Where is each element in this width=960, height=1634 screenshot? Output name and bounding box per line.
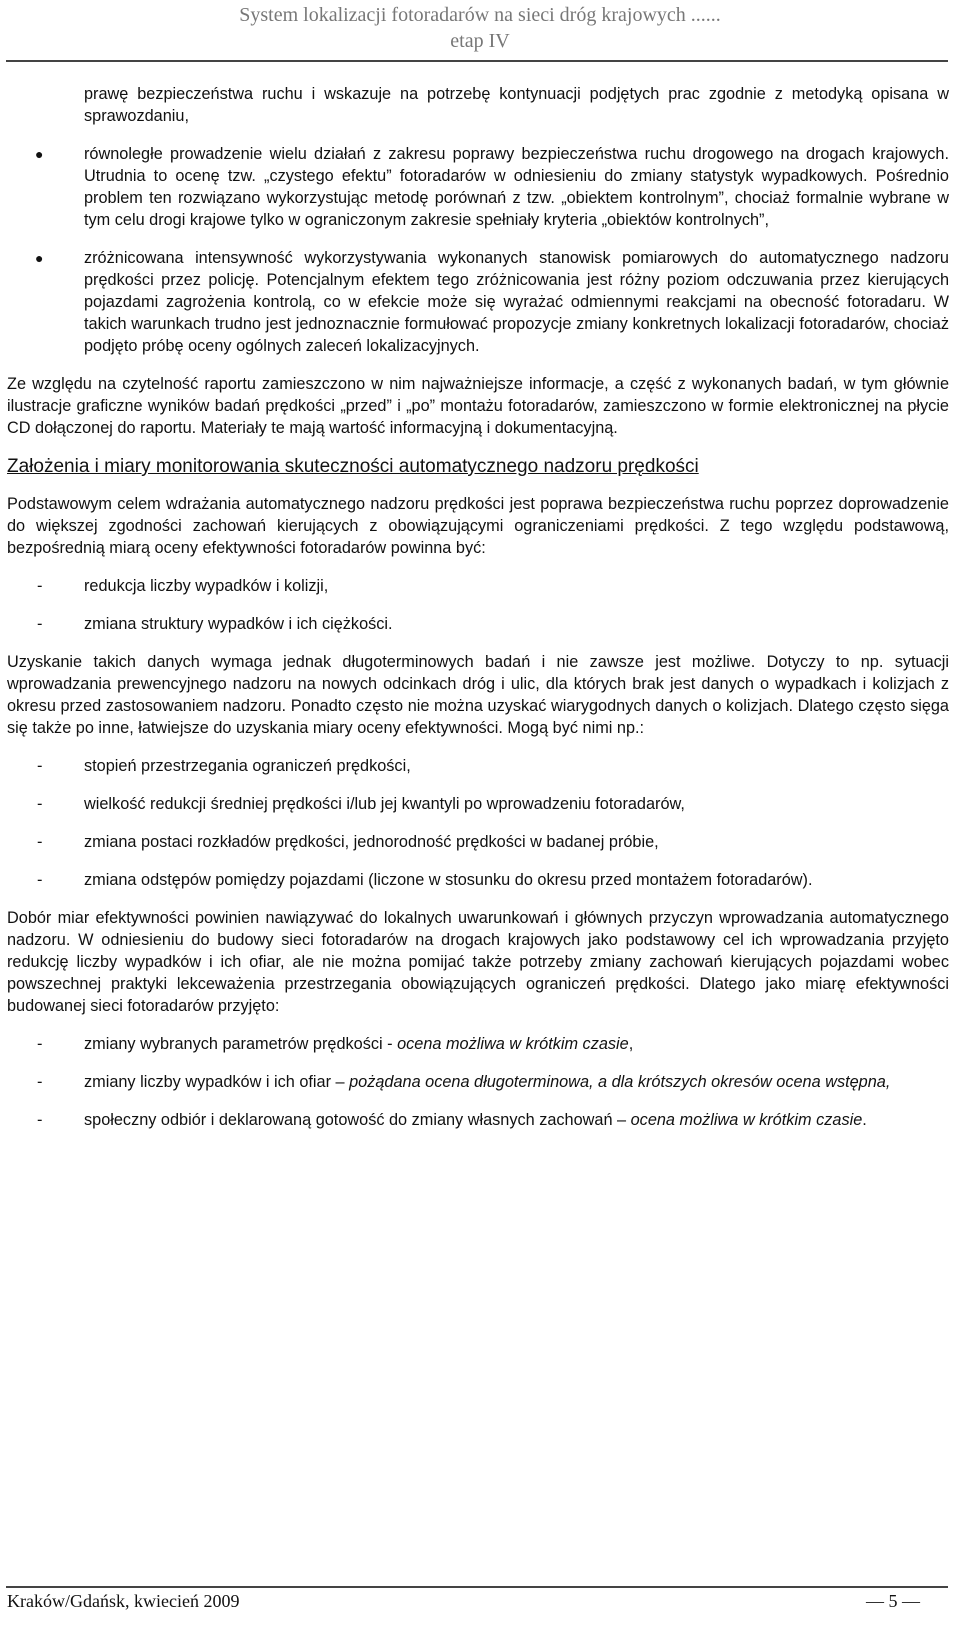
paragraph: Uzyskanie takich danych wymaga jednak długoterminowych badań i nie zawsze jest możliwe. Dotyczy to np. sytuacji wprowadzania prewencyjnego nadzoru na nowych odcinkach dróg i ulic, dla których brak jest danych o wypadkach i kolizjach z okresu przed zastosowaniem nadzoru. Ponadto często nie można uzyskać wiarygodnych danych o kolizjach. Dlatego często sięga się także po inne, łatwiejsze do uzyskania miary oceny efektywności. Mogą być nimi np.: [7,653,949,737]
dash-italic-text: pożądana ocena długoterminowa, a dla krótszych okresów ocena wstępna, [349,1073,891,1091]
dash-item [7,831,949,853]
bullet-text: równoległe prowadzenie wielu działań z zakresu poprawy bezpieczeństwa ruchu drogowego na drogach krajowych. Utrudnia to ocenę tzw. „czystego efektu” fotoradarów w odniesieniu do zmiany statystyk wypadkowych. Pośrednio problem ten rozwiązano wykorzystując metodę porównań z tzw. „obiektem kontrolnym”, chociaż formalnie wybrane w tym celu drogi krajowe tylko w ograniczonym zakresie spełniały kryteria „obiektów kontrolnych”, [84,145,949,229]
dash-text: zmiana postaci rozkładów prędkości, jednorodność prędkości w badanej próbie, [84,833,659,851]
header-rule [6,60,948,62]
dash-item [7,793,949,815]
paragraph: Dobór miar efektywności powinien nawiązywać do lokalnych uwarunkowań i głównych przyczyn wprowadzania automatycznego nadzoru. W odniesieniu do budowy sieci fotoradarów na drogach krajowych jako podstawowy cel ich wprowadzania przyjęto redukcję liczby wypadków i ich ofiar, ale nie można pomijać także potrzeby zmiany zachowań kierujących pojazdami wobec powszechnej praktyki lekceważenia przestrzegania obowiązujących ograniczeń prędkości. Dlatego jako miarę efektywności budowanej sieci fotoradarów przyjęto: [7,909,949,1015]
paragraph: Podstawowym celem wdrażania automatycznego nadzoru prędkości jest poprawa bezpieczeństwa ruchu poprzez doprowadzenie do większej zgodności zachowań kierujących z obowiązującymi ograniczeniami prędkości. Z tego względu podstawową, bezpośrednią miarą oceny efektywności fotoradarów powinna być: [7,495,949,557]
bullet-item [7,143,949,231]
dash-item [7,613,949,635]
dash-text: społeczny odbiór i deklarowaną gotowość do zmiany własnych zachowań – [84,1111,631,1129]
bullet-text: zróżnicowana intensywność wykorzystywania wykonanych stanowisk pomiarowych do automatycznego nadzoru prędkości przez policję. Potencjalnym efektem tego zróżnicowania jest różny poziom odczuwania przez kierujących pojazdami zagrożenia kontrolą, co w efekcie może się wyrażać odmiennymi reakcjami na obecność fotoradaru. W takich warunkach trudno jest jednoznacznie formułować propozycje zmiany konkretnych lokalizacji fotoradarów, chociaż podjęto próbę oceny ogólnych zaleceń lokalizacyjnych. [84,249,949,355]
dash-icon: - [37,757,43,775]
paragraph: Ze względu na czytelność raportu zamieszczono w nim najważniejsze informacje, a część z wykonanych badań, w tym głównie ilustracje graficzne wyników badań prędkości „przed” i „po” montażu fotoradarów, zamieszczono w formie elektronicznej na płycie CD dołączonej do raportu. Materiały te mają wartość informacyjną i dokumentacyjną. [7,375,949,437]
page-number: — 5 — [866,1591,920,1611]
page-header [0,2,960,54]
dash-icon: - [37,1035,43,1053]
dash-icon: - [37,795,43,813]
dash-item [7,1071,949,1093]
bullet-item [7,247,949,357]
bullet-text: prawę bezpieczeństwa ruchu i wskazuje na potrzebę kontynuacji podjętych prac zgodnie z metodyką opisana w sprawozdaniu, [84,85,949,125]
dash-tail: . [862,1111,867,1129]
dash-italic-text: ocena możliwa w krótkim czasie [397,1035,629,1053]
dash-icon: - [37,577,43,595]
dash-italic-text: ocena możliwa w krótkim czasie [630,1111,863,1129]
dash-item [7,1109,949,1131]
dash-item [7,575,949,597]
dash-text: stopień przestrzegania ograniczeń prędkości, [84,757,411,775]
dash-icon: - [37,871,43,889]
dash-icon: - [37,1111,43,1129]
dash-icon: - [37,1073,43,1091]
dash-text: zmiany liczby wypadków i ich ofiar – [84,1073,350,1091]
dash-icon: - [37,833,43,851]
dash-text: zmiana odstępów pomiędzy pojazdami (liczone w stosunku do okresu przed montażem fotoradarów). [84,871,813,889]
dash-text: zmiany wybranych parametrów prędkości - [84,1035,398,1053]
dash-item [7,755,949,777]
page-body [7,83,949,1147]
header-title: System lokalizacji fotoradarów na sieci dróg krajowych ...... [239,4,721,26]
footer-place-date: Kraków/Gdańsk, kwiecień 2009 [7,1591,240,1611]
dash-item [7,1033,949,1055]
dash-icon: - [37,615,43,633]
section-heading: Założenia i miary monitorowania skuteczności automatycznego nadzoru prędkości [7,456,699,477]
bullet-icon: ● [35,146,44,162]
dash-text: redukcja liczby wypadków i kolizji, [84,577,329,595]
bullet-item [7,83,949,127]
footer-rule [6,1586,948,1588]
dash-text: zmiana struktury wypadków i ich ciężkości. [84,615,393,633]
dash-text: wielkość redukcji średniej prędkości i/lub jej kwantyli po wprowadzeniu fotoradarów, [84,795,685,813]
bullet-icon: ● [35,250,44,266]
dash-tail: , [628,1035,634,1053]
header-subtitle: etap IV [450,30,510,52]
dash-item [7,869,949,891]
